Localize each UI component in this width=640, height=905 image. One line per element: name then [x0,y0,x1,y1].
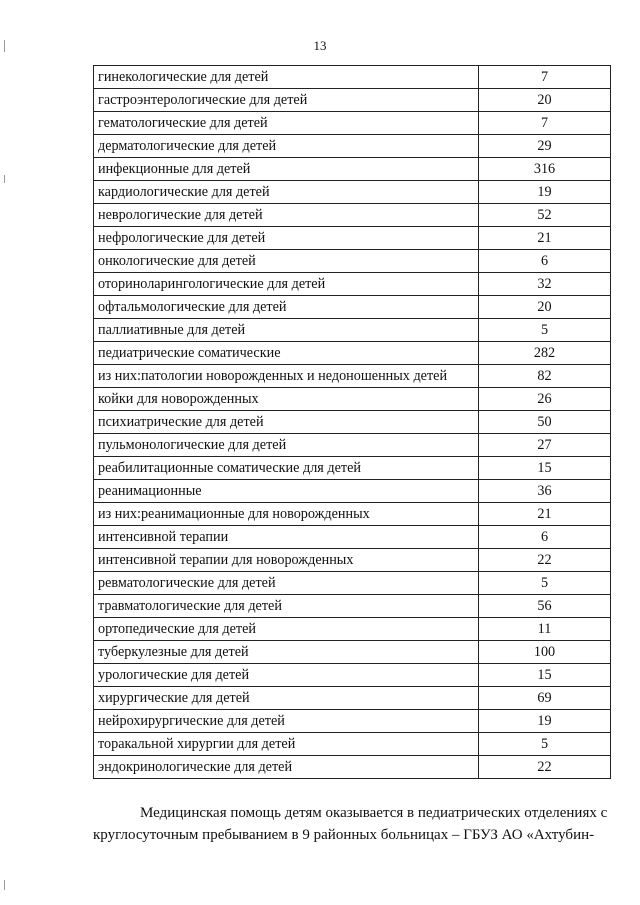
bed-count: 282 [479,342,611,365]
bed-count: 27 [479,434,611,457]
bed-count: 6 [479,250,611,273]
table-row [94,595,611,618]
bed-profile-name: туберкулезные для детей [94,641,479,664]
paragraph-line-1: Медицинская помощь детям оказывается в педиатрических отделениях с [140,805,608,821]
bed-count: 19 [479,710,611,733]
bed-count: 15 [479,664,611,687]
table-row [94,457,611,480]
table-row [94,250,611,273]
bed-profile-name: койки для новорожденных [94,388,479,411]
bed-count: 82 [479,365,611,388]
table-row [94,733,611,756]
bed-profile-name: психиатрические для детей [94,411,479,434]
bed-count: 7 [479,66,611,89]
bed-profile-name: гематологические для детей [94,112,479,135]
bed-profile-name: из них:патологии новорожденных и недоношенных детей [94,365,479,388]
table-row [94,181,611,204]
bed-count: 22 [479,756,611,779]
table-row [94,434,611,457]
table-row [94,687,611,710]
bed-profile-name: из них:реанимационные для новорожденных [94,503,479,526]
table-row [94,66,611,89]
table-row [94,89,611,112]
bed-profile-name: реанимационные [94,480,479,503]
bed-count: 50 [479,411,611,434]
bed-count: 15 [479,457,611,480]
body-paragraph [93,802,609,846]
table-row [94,664,611,687]
bed-count: 7 [479,112,611,135]
bed-count: 52 [479,204,611,227]
bed-profile-name: ортопедические для детей [94,618,479,641]
table-row [94,273,611,296]
table-body [94,66,611,779]
paragraph-line-2: круглосуточным пребыванием в 9 районных больницах – ГБУЗ АО «Ахтубин- [93,827,595,843]
bed-count: 5 [479,733,611,756]
bed-count: 21 [479,227,611,250]
bed-count: 22 [479,549,611,572]
bed-profile-name: неврологические для детей [94,204,479,227]
bed-count: 20 [479,89,611,112]
bed-count: 19 [479,181,611,204]
table-row [94,158,611,181]
bed-profile-name: дерматологические для детей [94,135,479,158]
table-row [94,319,611,342]
table-row [94,756,611,779]
table-row [94,227,611,250]
bed-profile-name: пульмонологические для детей [94,434,479,457]
bed-profile-name: паллиативные для детей [94,319,479,342]
bed-count: 100 [479,641,611,664]
bed-count: 20 [479,296,611,319]
bed-profile-name: оториноларингологические для детей [94,273,479,296]
table-row [94,112,611,135]
table-row [94,204,611,227]
table-row [94,480,611,503]
bed-profile-name: нефрологические для детей [94,227,479,250]
bed-profile-name: эндокринологические для детей [94,756,479,779]
bed-profile-name: реабилитационные соматические для детей [94,457,479,480]
table-row [94,710,611,733]
table-row [94,526,611,549]
bed-count: 5 [479,319,611,342]
bed-profile-name: офтальмологические для детей [94,296,479,319]
scan-margin-mark [4,880,5,890]
bed-count: 36 [479,480,611,503]
bed-profile-name: кардиологические для детей [94,181,479,204]
bed-profile-name: торакальной хирургии для детей [94,733,479,756]
table-row [94,135,611,158]
page-number: 13 [313,38,327,53]
bed-count: 29 [479,135,611,158]
table-row [94,365,611,388]
bed-count: 5 [479,572,611,595]
table-row [94,342,611,365]
table-row [94,388,611,411]
scan-margin-mark [4,175,5,183]
bed-profile-name: хирургические для детей [94,687,479,710]
bed-profile-name: нейрохирургические для детей [94,710,479,733]
bed-count: 11 [479,618,611,641]
table-row [94,549,611,572]
bed-profile-name: ревматологические для детей [94,572,479,595]
bed-count: 56 [479,595,611,618]
bed-profile-name: травматологические для детей [94,595,479,618]
table-row [94,503,611,526]
bed-count: 6 [479,526,611,549]
bed-profile-name: онкологические для детей [94,250,479,273]
bed-count: 26 [479,388,611,411]
bed-count: 32 [479,273,611,296]
table-row [94,296,611,319]
bed-profile-name: гинекологические для детей [94,66,479,89]
bed-profile-name: гастроэнтерологические для детей [94,89,479,112]
bed-profile-name: инфекционные для детей [94,158,479,181]
table-row [94,411,611,434]
bed-profile-table [93,65,611,779]
bed-count: 21 [479,503,611,526]
table-row [94,641,611,664]
bed-count: 69 [479,687,611,710]
bed-count: 316 [479,158,611,181]
bed-profile-name: педиатрические соматические [94,342,479,365]
table-row [94,618,611,641]
bed-profile-name: интенсивной терапии [94,526,479,549]
bed-profile-name: урологические для детей [94,664,479,687]
bed-profile-name: интенсивной терапии для новорожденных [94,549,479,572]
table-row [94,572,611,595]
